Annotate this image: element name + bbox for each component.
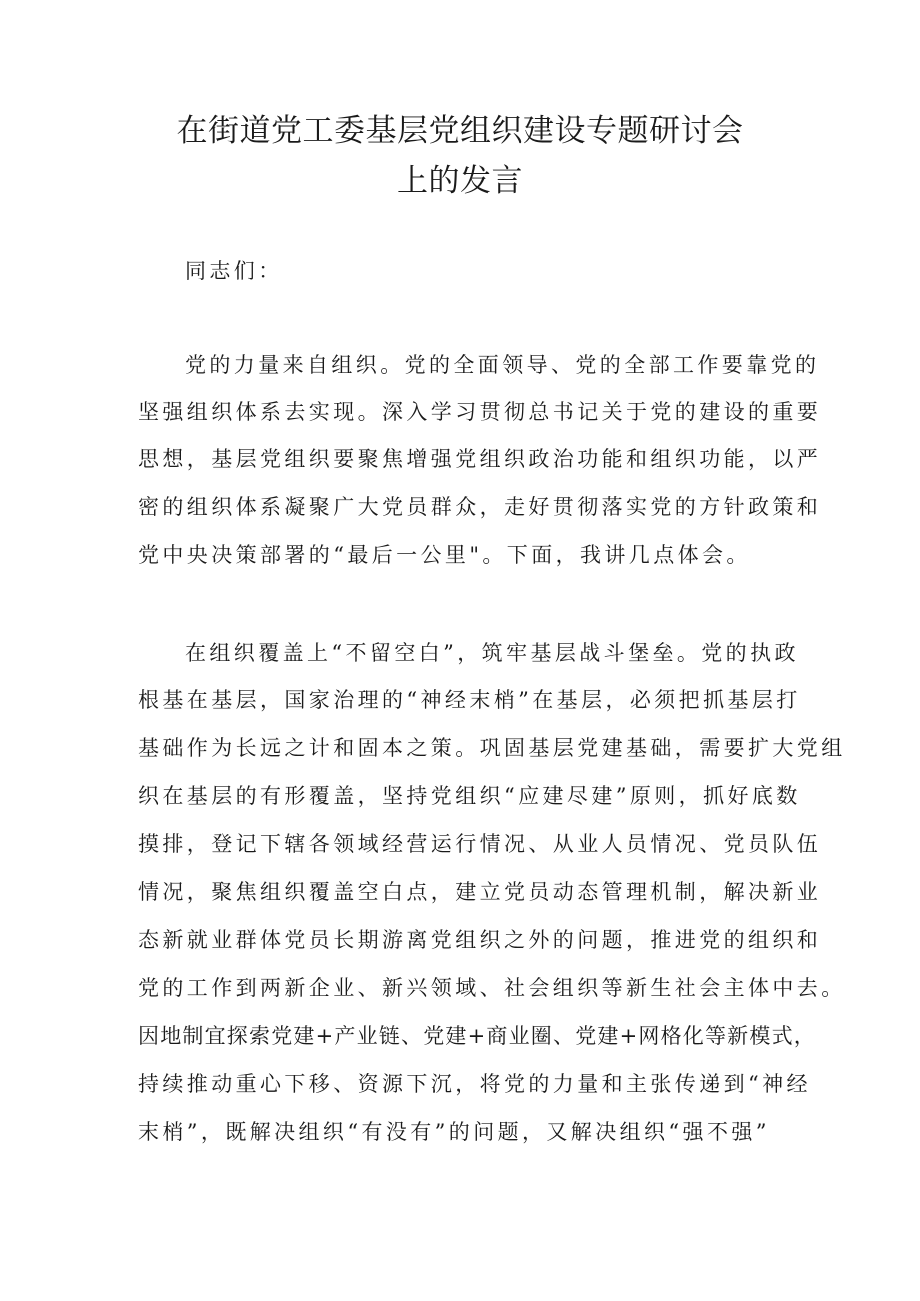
- paragraph-2-line: 因地制宜探索党建+产业链、党建+商业圈、党建+网格化等新模式，: [138, 1024, 816, 1048]
- salutation: 同志们：: [185, 259, 283, 283]
- paragraph-2-line: 基础作为长远之计和固本之策。巩固基层党建基础，需要扩大党组: [138, 736, 846, 760]
- paragraph-1-line: 党中央决策部署的“最后一公里"。下面，我讲几点体会。: [138, 543, 751, 567]
- paragraph-1-line: 坚强组织体系去实现。深入学习贯彻总书记关于党的建设的重要: [138, 400, 822, 424]
- paragraph-2-line: 持续推动重心下移、资源下沉，将党的力量和主张传递到“神经: [138, 1072, 811, 1096]
- paragraph-1-line: 党的力量来自组织。党的全面领导、党的全部工作要靠党的: [185, 353, 820, 377]
- document-title-line-2: 上的发言: [397, 163, 523, 199]
- paragraph-2-line: 党的工作到两新企业、新兴领域、社会组织等新生社会主体中去。: [138, 976, 846, 1000]
- paragraph-2-line: 情况，聚焦组织覆盖空白点，建立党员动态管理机制，解决新业: [138, 880, 822, 904]
- paragraph-2-line: 织在基层的有形覆盖，坚持党组织“应建尽建”原则，抓好底数: [138, 784, 801, 808]
- paragraph-2-line: 摸排，登记下辖各领域经营运行情况、从业人员情况、党员队伍: [138, 832, 822, 856]
- paragraph-2-line: 根基在基层，国家治理的“神经末梢”在基层，必须把抓基层打: [138, 688, 801, 712]
- paragraph-1-line: 思想，基层党组织要聚焦增强党组织政治功能和组织功能，以严: [138, 447, 822, 471]
- paragraph-2-line: 态新就业群体党员长期游离党组织之外的问题，推进党的组织和: [138, 928, 822, 952]
- paragraph-1-line: 密的组织体系凝聚广大党员群众，走好贯彻落实党的方针政策和: [138, 495, 822, 519]
- paragraph-2-line: 末梢”，既解决组织“有没有”的问题，又解决组织“强不强”: [138, 1120, 770, 1144]
- document-title-line-1: 在街道党工委基层党组织建设专题研讨会: [176, 113, 744, 149]
- paragraph-2-line: 在组织覆盖上“不留空白”，筑牢基层战斗堡垒。党的执政: [185, 641, 799, 665]
